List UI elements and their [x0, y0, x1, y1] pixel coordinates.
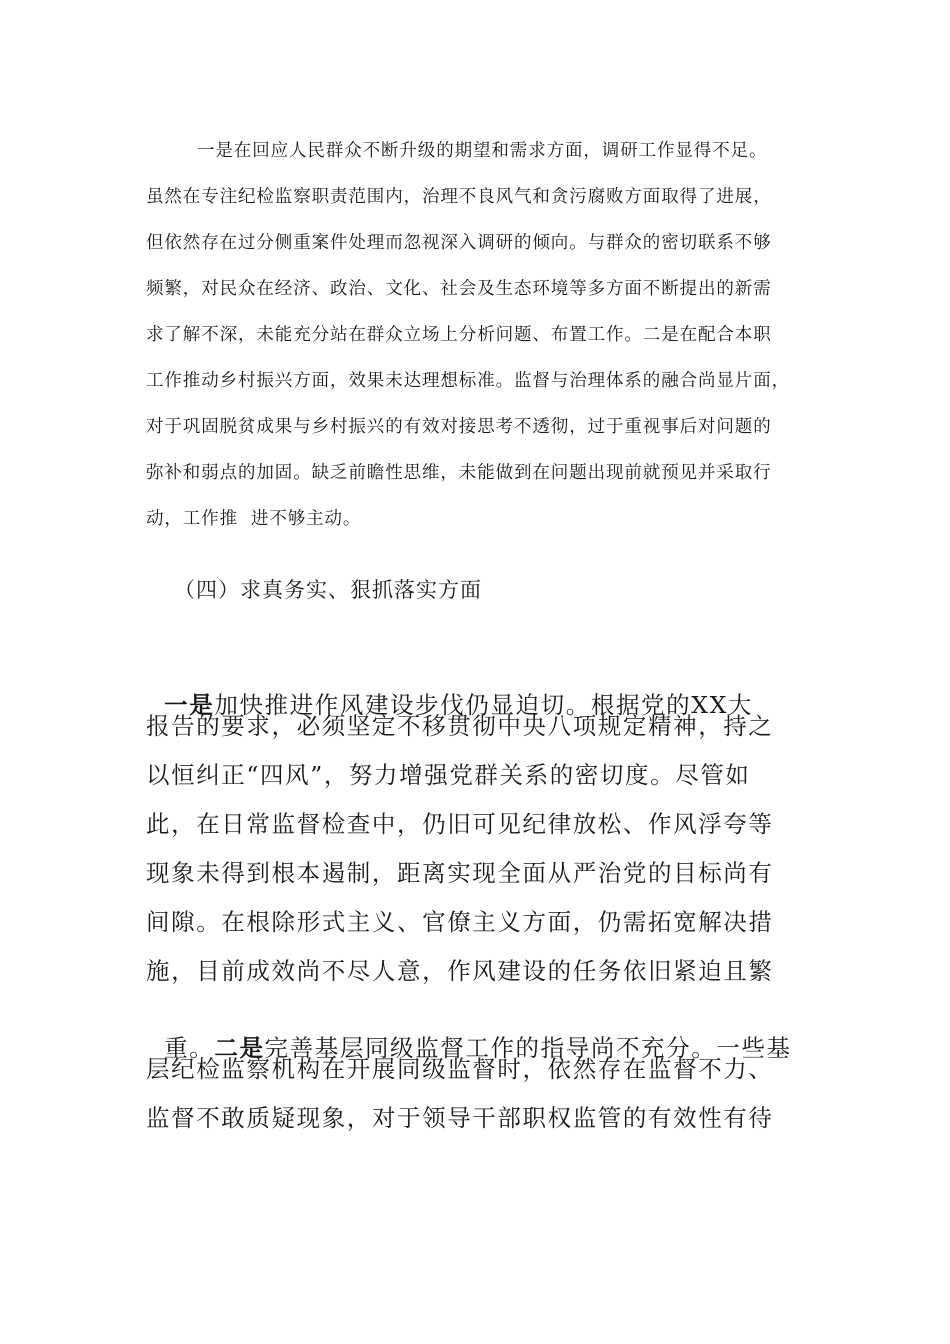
text-line: 间隙。在根除形式主义、官僚主义方面，仍需拓宽解决措 [146, 908, 774, 936]
text-line: 动，工作推 进不够主动。 [146, 509, 362, 529]
text-line: 报告的要求，必须坚定不移贯彻中央八项规定精神，持之 [146, 712, 774, 740]
text-line: 弥补和弱点的加固。缺乏前瞻性思维，未能做到在问题出现前就预见并采取行 [146, 463, 772, 483]
text-line: 此，在日常监督检查中，仍旧可见纪律放松、作风浮夸等 [146, 810, 774, 838]
text-line: 求了解不深，未能充分站在群众立场上分析问题、布置工作。二是在配合本职 [146, 325, 772, 345]
text-line: 虽然在专注纪检监察职责范围内，治理不良风气和贪污腐败方面取得了进展， [146, 187, 772, 207]
section-heading: （四）求真务实、狠抓落实方面 [174, 578, 482, 602]
text-line: 监督不敢质疑现象，对于领导干部职权监管的有效性有待 [146, 1104, 774, 1132]
text-run: 加快推进作风建设步伐仍显迫切。根据党的XX大 [214, 691, 754, 719]
text-run: 完善基层同级监督工作的指导尚不充分。一些基 [264, 1034, 792, 1062]
text-line: 现象未得到根本遏制，距离实现全面从严治党的目标尚有 [146, 859, 774, 887]
text-line: 施，目前成效尚不尽人意，作风建设的任务依旧紧迫且繁 [146, 957, 774, 985]
text-line: 对于巩固脱贫成果与乡村振兴的有效对接思考不透彻，过于重视事后对问题的 [146, 417, 772, 437]
text-line: 以恒纠正“四风”，努力增强党群关系的密切度。尽管如 [146, 761, 751, 789]
text-run: 重。 [164, 1034, 215, 1062]
emphasis: 一是 [164, 691, 215, 719]
emphasis: 二是 [214, 1034, 265, 1062]
text-line: 但依然存在过分侧重案件处理而忽视深入调研的倾向。与群众的密切联系不够 [146, 233, 772, 253]
text-line: 一是在回应人民群众不断升级的期望和需求方面，调研工作显得不足。 [197, 141, 768, 161]
text-line: 工作推动乡村振兴方面，效果未达理想标准。监督与治理体系的融合尚显片面， [146, 371, 790, 391]
text-line: 频繁，对民众在经济、政治、文化、社会及生态环境等多方面不断提出的新需 [146, 279, 772, 299]
text-line: 层纪检监察机构在开展同级监督时，依然存在监督不力、 [146, 1055, 774, 1083]
